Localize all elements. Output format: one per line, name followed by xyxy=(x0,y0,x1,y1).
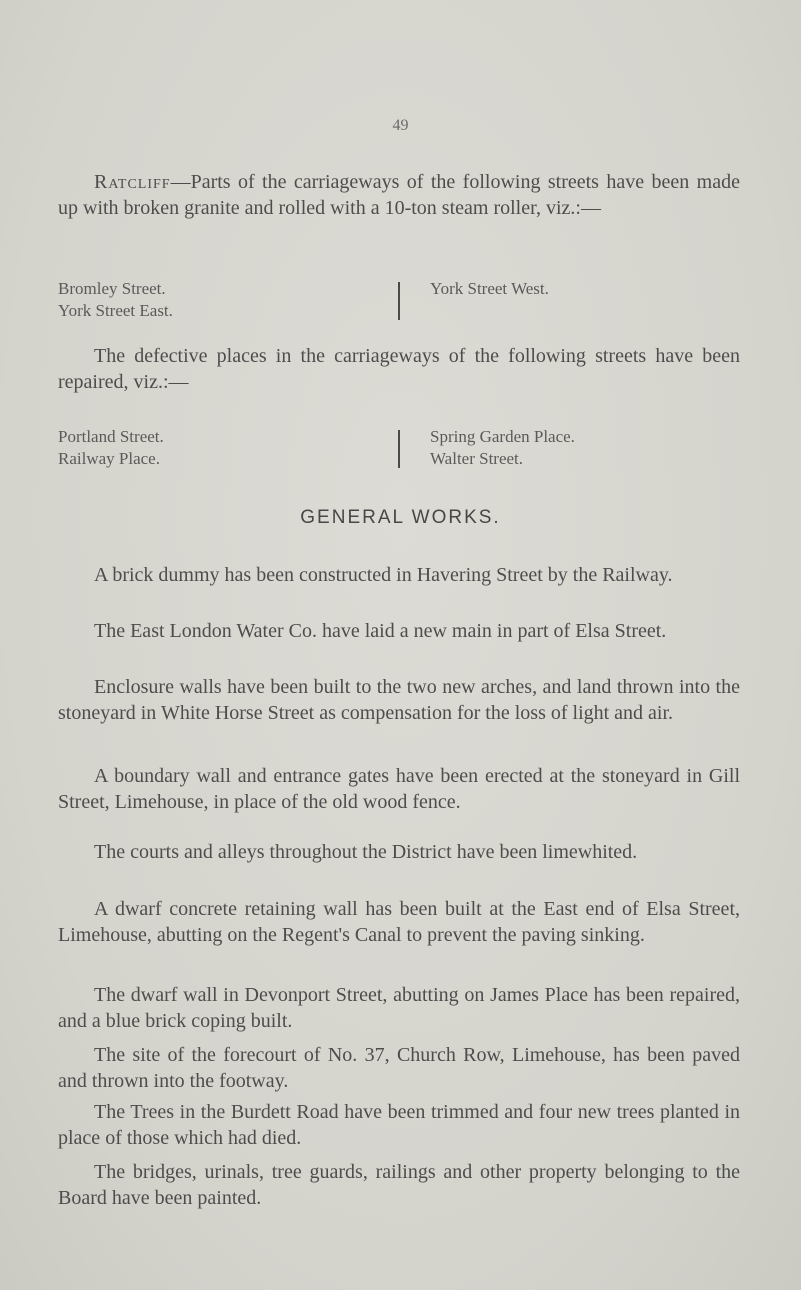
street-item: Walter Street. xyxy=(430,449,524,468)
works-paragraph: The courts and alleys throughout the District have been limewhited. xyxy=(94,841,638,863)
defective-intro: The defective places in the carriageways of the following streets have been repaired, viz.:— xyxy=(58,345,740,393)
column-divider xyxy=(398,282,400,320)
works-paragraph: The East London Water Co. have laid a new main in part of Elsa Street. xyxy=(94,620,667,642)
streets-repaired-left xyxy=(58,426,388,470)
street-item: Railway Place. xyxy=(58,449,160,468)
works-paragraph: The bridges, urinals, tree guards, railings and other property belonging to the Board have been painted. xyxy=(58,1161,740,1209)
works-paragraph: A boundary wall and entrance gates have been erected at the stoneyard in Gill Street, Limehouse, in place of the old wood fence. xyxy=(58,765,740,813)
street-item: York Street East. xyxy=(58,301,173,320)
street-item: Bromley Street. xyxy=(58,279,166,298)
streets-made-up-right xyxy=(430,278,740,300)
works-paragraph: A dwarf concrete retaining wall has been built at the East end of Elsa Street, Limehouse, abutting on the Regent's Canal to prevent the paving sinking. xyxy=(58,898,740,946)
streets-repaired-list xyxy=(58,426,740,472)
street-item: York Street West. xyxy=(430,279,549,298)
ratcliff-lead: Ratcliff xyxy=(94,171,171,193)
ratcliff-paragraph xyxy=(58,170,740,221)
streets-made-up-list xyxy=(58,278,740,324)
streets-made-up-left xyxy=(58,278,388,322)
street-item: Spring Garden Place. xyxy=(430,427,575,446)
works-paragraph: The Trees in the Burdett Road have been trimmed and four new trees planted in place of those which had died. xyxy=(58,1101,740,1149)
works-paragraph: Enclosure walls have been built to the two new arches, and land thrown into the stoneyard in White Horse Street as compensation for the loss of light and air. xyxy=(58,676,740,724)
page-number: 49 xyxy=(392,117,409,134)
streets-repaired-right xyxy=(430,426,740,470)
ratcliff-text: —Parts of the carriageways of the following streets have been made up with broken granite and rolled with a 10-ton steam roller, viz.:— xyxy=(58,171,740,219)
works-paragraph: A brick dummy has been constructed in Havering Street by the Railway. xyxy=(94,564,673,586)
works-paragraph: The dwarf wall in Devonport Street, abutting on James Place has been repaired, and a blue brick coping built. xyxy=(58,984,740,1032)
column-divider xyxy=(398,430,400,468)
street-item: Portland Street. xyxy=(58,427,164,446)
general-works-heading: GENERAL WORKS. xyxy=(300,507,501,528)
works-paragraph: The site of the forecourt of No. 37, Church Row, Limehouse, has been paved and thrown into the footway. xyxy=(58,1044,740,1092)
